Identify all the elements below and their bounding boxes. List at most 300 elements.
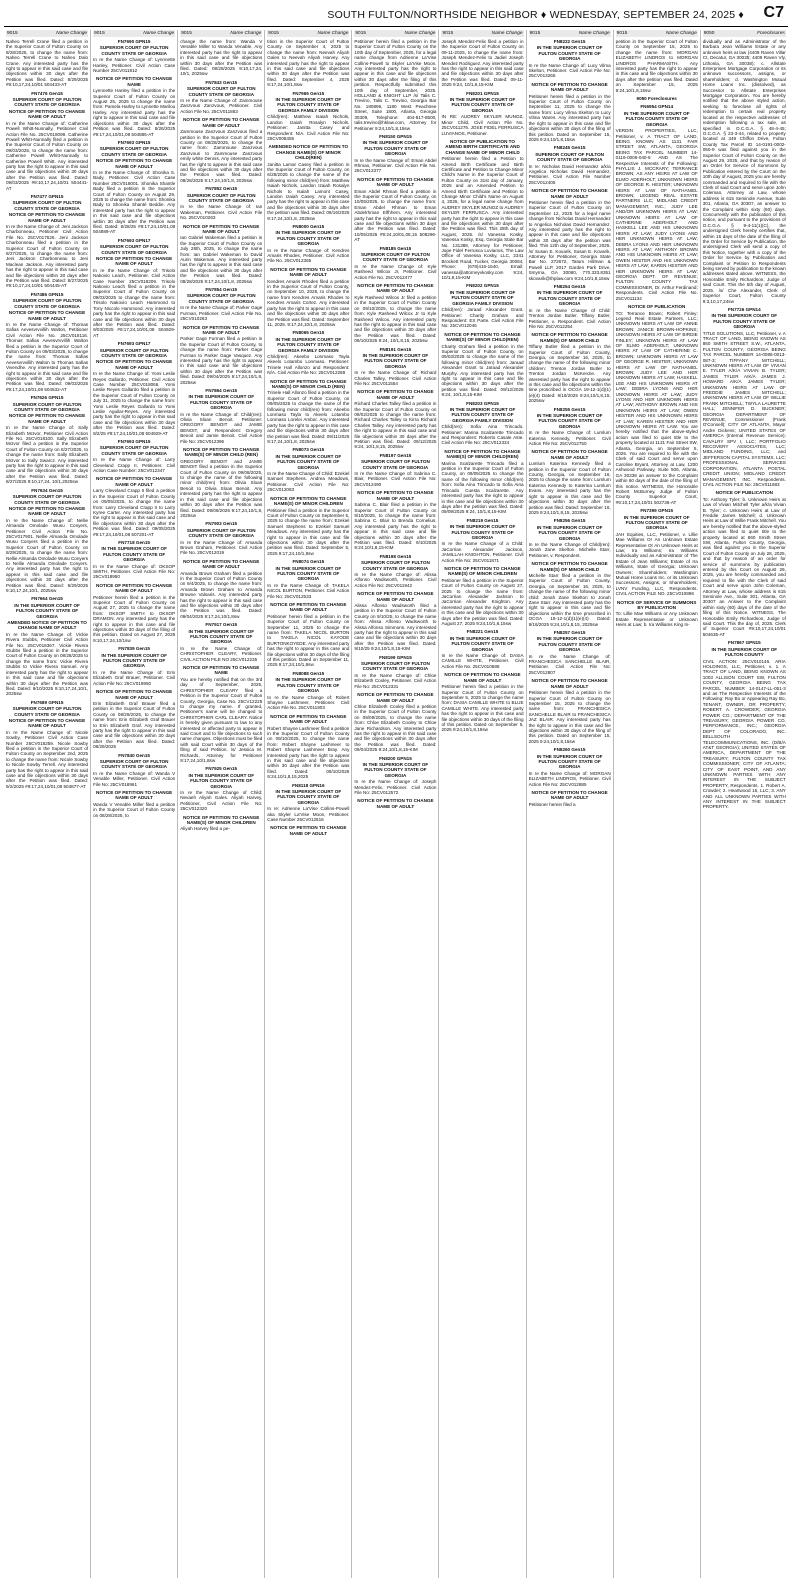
- notice-heading: AMENDED NOTICE OF PETITION TO CHANGE NAME(S) OF MINOR CHILD(REN): [268, 144, 349, 161]
- legal-notice: [529, 39, 611, 79]
- notice-heading: NOTICE OF PETITION TO CHANGE NAME: [96, 76, 173, 87]
- notice-body: Janitta Lamar Casey filed a petition in the Superior Court of Fulton County, on 6/28/2025 to change the name of the following minor child(ren) from: Matthew Isaiah Nichols, Landon Izaiah Rosalyn Nichols to Isaiah Lamont Casey, Landon Izaiah Casey. Any interested party has the right to appear in this case and file objections within 30 days after the petition was filed. Dated: 09/16/2025 9:17,24,10/1,8, 2025sw: [267, 161, 350, 221]
- notice-body: To: Anthony Tyler; b. Unknown Heirs at Law of Vivian Mitchell Tyler a/k/a Vivian B. Tyler; c. Unknown Heirs at Law of Freddie James Mitchell; d. Unknown Heirs at Law of Willie Frank Mitchell. You are hereby notified that the above-styled action was filed to quiet title to the property located at 860 Smith Street SW, Atlanta, Fulton County, Georgia, was filed against you in the Superior Court of Fulton County on July 28, 2025, and that by reason of an order for service of summons by publication entered by this Court on August 29, 2025, you are hereby commanded and required to file with the Clerk of said Court and serve upon John Coleman, Attorney at Law, whose address is 615 Seminole Ave., Suite 301, Atlanta, GA 30307 an Answer to the Complaint within sixty (60) days of the date of the filing of this Notice. WITNESS, The Honorable Emily Richardson, Judge of said Court. This the day of, 2025. Clerk of Superior Court #9:10,17,24,10/01 504635-AT: [702, 496, 786, 637]
- notice-heading: NOTICE OF PETITION TO CHANGE NAME OF ADULT: [8, 717, 86, 729]
- legal-notice: [180, 766, 262, 811]
- notice-code: FN8245 Gen15: [553, 145, 586, 151]
- notice-body: In re the Name Change of: Richard Charles Talley, Petitioner. Civil Action File No: 25CV011554: [354, 370, 437, 386]
- court-name: IN THE SUPERIOR COURT OF FULTON COUNTY STATE OF GEORGIA: [536, 290, 603, 307]
- notice-body: In re the Name Change of Child(ren): Jonah Zane Skelton. Michelle Starr, Petitioner, v. Respondent.: [528, 541, 611, 558]
- court-name: IN THE SUPERIOR COURT OF FULTON COUNTY STATE OF GEORGIA: [275, 789, 342, 805]
- court-name: SUPERIOR COURT OF FULTON COUNTY STATE OF GEORGIA: [12, 298, 82, 309]
- category-number: 9015: [616, 31, 628, 36]
- court-name: SUPERIOR COURT OF FULTON COUNTY STATE OF GEORGIA: [12, 200, 82, 211]
- notice-body: Joseph Mendez-Felix filed a petition in the Superior Court of Fulton County on 09-11-2025, to change the name from: Joseph Mendez-Felix to Jadiel Joseph Mendez Rodriguez. Any interested party has the right to appear in this said case and file objections within 30 days after the Petition was filed. Dated: 09-11-2025 9:24, 10/1,8,15-KIM: [441, 39, 524, 88]
- notice-code: FN7718 Gen15: [118, 539, 150, 545]
- notice-code: FN7867 GPN15: [727, 640, 761, 646]
- legal-notice: [180, 186, 262, 220]
- legal-notice: [529, 332, 611, 403]
- notice-body: Child(ren): Matthew Isaiah Nichols, Landon Izaiah Rosalyn Nichols. Petitioner: Janitta Casey and Respondent: N/A. Civil Action File No: 25CV008455: [267, 114, 350, 141]
- legal-notice: [354, 177, 436, 243]
- notice-heading: NOTICE OF PETITION TO CHANGE NAME OF ADULT: [357, 283, 434, 294]
- court-name: IN THE SUPERIOR COURT OF FULTON COUNTY STATE OF GEORGIA FAMILY DIVISION: [275, 97, 342, 113]
- notice-code: FN8256 Gen15: [553, 518, 586, 524]
- legal-notice: [180, 447, 262, 518]
- legal-notice: [529, 82, 611, 142]
- court-name: SUPERIOR COURT OF FULTON COUNTY STATE OF GEORGIA: [186, 293, 256, 304]
- legal-notice: [93, 439, 175, 473]
- legal-notice: [180, 665, 262, 763]
- column-3: [178, 30, 265, 1578]
- legal-notice: [180, 287, 262, 321]
- column-header: [703, 30, 786, 37]
- notice-body: Sabrina C. Blair filed a petition in the Superior Court of Fulton County on 9/10/2025, to change the name from: Sabrina C. Blair to Brenda Cornelius. Any interested party has the right to appear in this said case and file objections within 30 days after the Petition was filed. Dated: 9/10/2025 9:24,10/1,8,15-KIM: [354, 502, 437, 551]
- court-name: SUPERIOR COURT OF FULTON COUNTY STATE OF GEORGIA: [186, 192, 256, 203]
- legal-notice: [267, 714, 349, 780]
- legal-notice: [267, 267, 349, 327]
- notice-code: FN7664 Gen15: [31, 596, 63, 602]
- legal-notice: [93, 341, 175, 436]
- notice-body: Petitioner filed a petition in the Superior Court of Fulton County on September 5, 2025 to change the name from: Ezekiel Samuel Stephens to Ezekiel Samuel Meadows. Any interested party has the right to appear in this case and file objections within 30 days after the petition was filed. Dated: September 5, 2025 9:17,24,10/1,8sw: [267, 507, 350, 556]
- notice-code: FN7689 GPN15: [30, 699, 64, 705]
- notice-code: FN8257 Gen15: [553, 630, 586, 636]
- notice-body: Petitioner herein filed a petition in the Superior Court of Fulton County on September 11, 2025 to change the name from: Lucy Vilma Skelton to Lucy Vilma Wares. Any interested party has the right to appear in this case and file objections within 30 days of the filing of this petition. Dated on September 15, 2025 9:24,10/1,8,15sw: [528, 93, 611, 142]
- notice-code: FN7925 Gen15: [205, 766, 238, 772]
- notice-body: Erin Elizabeth Graf Brauer filed a petition in the Superior Court of Fulton County on 08/29/2025, to change the name from: Erin Elizabeth Graf Brauer to Erin Elizabeth Graf. Any interested party has the right to appear in this said case and file objections within 30 days after the Petition was filed. Dated: 08/29/2025: [93, 700, 176, 750]
- notice-body: In re the Name Change of Child: Ezekiel Samuel Stephens. Andrea Meadows, Petitioner. Civil Action File No: 25CV012083: [267, 471, 350, 493]
- legal-notice: [441, 39, 523, 88]
- legal-notice: [703, 490, 786, 637]
- notice-body: Richard Charles Talley filed a petition in the Superior Court of Fulton County on 09/02/2025 to change the name from: Richard Charles Talley to Kirra Richard Charles Talley. Any interested party has the right to appear in this said case and file objections within 30 days after the Petition was filed. Dated: 09/12/2025 9:24, 10/1,8,15, 2025sw: [354, 401, 437, 450]
- notice-body: Charity Graham filed a petition in the Superior Court of Fulton County, on 09/03/2025 to change the name of the following minor child(ren) from: Jaraad Alexander Grant to Jaraad Alexander Murphy. Any interested party has the right to appear in this case and file objections within 30 days after the petition was filed. Dated: 09/12/2025 9:24, 10/1,8,15-KIM: [441, 343, 524, 398]
- category-name: Name Change: [404, 31, 436, 36]
- notice-body: In re the Name Change of: Lynnnette Hanley, Petitioner. Civil Action Case Number 25CV011912: [93, 57, 176, 74]
- notice-code: FN8221 Gen15: [466, 629, 499, 635]
- notice-body: In re: Nicholas David Hernandez a/k/a Angelica Nicholas David Hernandez, Petitioner. Civil Action File Number 25CV012405: [528, 163, 611, 185]
- legal-notice: [354, 453, 436, 487]
- column-7: [527, 30, 614, 1578]
- legal-notice: [267, 379, 349, 445]
- legal-notice: [703, 307, 786, 487]
- notice-code: FN7690 GPN15: [117, 39, 151, 44]
- notice-heading: NOTICE OF PUBLICATION TO AMEND BIRTH CERTIFICATE AND CHANGE NAME OF MINOR CHILD: [445, 138, 520, 155]
- notice-body: Petitioner filed a petition in the Superior Court of Fulton County on August 27, 2025 to change the name from: JaCorrian Alexander Jackson to JaCorrian Alexander Knighton. Any interested party has the right to appear in this case and file objections within 30 days after the petition was filed. Dated: August 27, 2025 9:24,10/1,8,15sw: [441, 577, 524, 627]
- legal-notice: [6, 395, 88, 485]
- notice-body: In re the Name Change of: Parker Gage Furman, Petitioner. Civil Action File No. 25CV010263: [180, 305, 263, 322]
- notice-body: In re the Name Change of: Amanda Brown Graham, Petitioner. Civil Action File No. 25CV012019: [180, 539, 263, 556]
- notice-code: FN7903 Gen15: [205, 521, 238, 527]
- legal-notice: [354, 554, 436, 588]
- court-name: SUPERIOR COURT OF FULTON COUNTY STATE OF GEORGIA: [12, 494, 82, 505]
- notice-code: FN8088 Gen15: [292, 670, 325, 676]
- notice-body: In re the Name Change of: Joseph Mendez-Felix, Petitioner. Civil Action File No: 25CV012572: [354, 779, 437, 795]
- court-name: IN THE SUPERIOR COURT OF FULTON COUNTY STATE OF GEORGIA: [536, 753, 603, 770]
- column-8: [614, 30, 701, 1578]
- category-name: Name Change: [230, 31, 262, 36]
- notice-heading: NOTICE OF PETITION TO CHANGE NAME(S) OF MINOR CHILD: [531, 561, 608, 572]
- court-name: IN THE SUPERIOR COURT OF FULTON COUNTY STATE OF GEORGIA: [14, 602, 80, 619]
- legal-notice: [529, 630, 611, 675]
- notice-body: Lynnnette Hanley filed a petition in the Superior Court of Fulton County on August 25, 2025 to change the name from: Pamela Harley to Lynnette Marilou Harley. Any interested party has the right to appear in this said case and file objections within 30 days after the Petition was filed. Dated: 8/26/2025 #9:17,24,10/01,08 504885-AT: [93, 88, 176, 137]
- notice-body: Lumlum Katerina Kennedy filed a petition in the Superior Court of Fulton County, Georgia, on September 16, 2025 to change the name from: Lumlum Katerina Kennedy to Katerina Lumlum Evans. Any interested party has the right to appear in this case and file objections within 30 days after the petition was filed. Dated: September 16, 2025 9:24,10/1,8,15, 2025sw: [528, 461, 611, 515]
- notice-heading: NOTICE OF PETITION TO CHANGE NAME OF ADULT: [8, 212, 86, 223]
- notice-body: In re the Name Change of: Sally Elizabeth McIvor, Petitioner Civil Action File No. 25CV018100. Sally Elizabeth McIvor filed a petition in the Superior Court of Fulton County on 8/27/2025, to change the name from: Sally Elizabeth McIvor to Sally Swarcz. Any interested party has the right to appear in this said case and file objections within 30 days after the Petition was filed. Dated: 8/27/2025 9:10,17,24, 10/1,2025sw: [6, 425, 89, 485]
- legal-notice: [354, 283, 436, 343]
- legal-notice: [354, 134, 436, 174]
- category-number: 9015: [7, 31, 18, 36]
- legal-notice: [180, 622, 262, 662]
- court-name: IN THE SUPERIOR COURT OF FULTON COUNTY STATE OF GEORGIA: [536, 413, 603, 429]
- legal-notice: [441, 139, 523, 281]
- court-name: IN THE SUPERIOR COURT OF FULTON COUNTY STATE OF GEORGIA: [275, 677, 342, 694]
- legal-notice: [354, 389, 436, 449]
- notice-heading: NOTICE OF PETITION TO CHANGE NAME OF ADULT: [270, 713, 347, 725]
- notice-heading: NOTICE OF PETITION TO CHANGE NAME OF ADULT: [96, 359, 173, 370]
- legal-notice: [529, 561, 611, 627]
- legal-notice: [441, 401, 523, 446]
- legal-notice: [703, 640, 786, 810]
- notice-body: In re the Name Change of: Wanda V Venable Miller, Petitioner. Civil Action File No: 25CV018961: [93, 770, 176, 787]
- court-name: IN THE SUPERIOR COURT OF FULTON COUNTY STATE OF GEORGIA: [449, 97, 516, 113]
- category-name: Name Change: [56, 31, 88, 36]
- court-name: IN THE SUPERIOR COURT OF FULTON COUNTY STATE OF GEORGIA: [536, 636, 603, 653]
- column-header: [6, 30, 88, 37]
- notice-body: In re the Name Change of: Jeni Jackson Charbonneau, Petitioner Civil Action File No. 25CV017526. Jeni Jackson Charbonneau filed a petition in the Superior Court of Fulton County on 8/27/2025, to change the name from: Jeni Jackson Charbonneau to Jeni Maclean Jackson. Any interested party has the right to appear in this said case and file objections within 30 days after the Petition was filed. Dated: 8/27/2025 #9:10,17,24,10/01 504445-AT: [6, 224, 89, 289]
- court-name: SUPERIOR COURT OF FULTON COUNTY STATE OF GEORGIA: [99, 347, 169, 358]
- notice-heading: NOTICE OF PETITION TO CHANGE NAME OF ADULT: [8, 108, 86, 120]
- legal-notice: [6, 292, 88, 392]
- court-name: SUPERIOR COURT OF FULTON COUNTY STATE OF GEORGIA: [12, 706, 82, 717]
- notice-heading: NOTICE OF PETITION TO CHANGE NAME OF ADULT: [183, 324, 260, 335]
- notice-body: In re the Name Change of: Trisolo Nakovio Leach, Petitioner. Civil Action Case Number 25CV018209. Trisolo Nakovio Leach filed a petition in the Superior Court of Fulton County on 09/03/2025 to change the name from: Trisolo Nakovio Leach Hammond to Tony Niccolo Hammond. Any interested party has the right to appear in this said case and file objections within 30 days after the Petition was filed. Dated: 9/03/2025 #9:17,24,10/01,08 504929-AT: [93, 267, 176, 338]
- legal-notice: [267, 91, 349, 142]
- legal-notice: [354, 798, 436, 809]
- legal-notice: [441, 566, 523, 626]
- notice-heading: NOTICE OF PETITION TO CHANGE NAME OF ADULT: [357, 389, 434, 400]
- notice-body: In re the Name Change of: Robert Shayne Lashmeer, Petitioner. Civil Action File No. 25CV011903: [267, 694, 350, 711]
- notice-body: In re the Name Change of: FRANCHESICA SANCHELLE BLAIR, Petitioner. Civil Action File No: 25CV012807: [528, 653, 611, 675]
- category-name: Name Change: [143, 31, 175, 36]
- legal-notice: [93, 238, 175, 338]
- court-name: IN THE SUPERIOR COURT OF FULTON COUNTY STATE OF GEORGIA: [188, 772, 255, 789]
- notice-heading: NOTICE OF PETITION TO CHANGE NAME(S) OF MINOR CHILDREN: [270, 495, 347, 507]
- legal-notice: [267, 671, 349, 711]
- court-name: SUPERIOR COURT OF FULTON COUNTY STATE OF GEORGIA: [186, 527, 256, 539]
- notice-heading: NOTICE OF PETITION TO CHANGE NAME OF ADULT: [531, 790, 608, 801]
- legal-notice: [616, 600, 698, 628]
- column-5: [352, 30, 439, 1578]
- notice-heading: NOTICE OF PETITION TO CHANGE NAME OF ADULT: [270, 602, 347, 613]
- notice-body: In re the Name Change of: Sabrina C. Blair, Petitioner. Civil Action File No: 25CV012490: [354, 471, 437, 487]
- notice-heading: NOTICE OF PETITION TO CHANGE NAME OF ADULT: [531, 449, 608, 460]
- notice-body: Parker Gage Furman filed a petition in the Superior Court of Fulton County, to change the name from: Parker Gage Furman to Parker Gage Vasquez. Any interested party has the right to appear in this said case and file objections within 30 days after the Petition was filed. Dated: 09/04/2025 9:17,24,10/1,8, 2025sw: [180, 336, 263, 385]
- notice-body: TO: Terrance Brown; Robert Finley; Legend Real Estate Partners, LLC; UNKNOWN HEIRS AT LAW OF ANNIE BROWN; JANICE BROWN-HOPKINS; UNKNOWN HEIRS AT LAW OF BIRDIE FINLEY; UNKNOWN HEIRS AT LAW OF ELMO ADERHOLT; UNKNOWN HEIRS AT LAW OF CATHERINE C. BROWN; UNKNOWN HEIRS AT LAW OF GEORGE R. HESTER; UNKNOWN HEIRS AT LAW OF NATHANIEL BROWN; JUDY LEE AND HER UNKNOWN HEIRS AT LAW; HASKELL LEE AND HIS UNKNOWN HEIRS AT LAW; DEBRA LYONS AND HER UNKNOWN HEIRS AT LAW; JUDY LYONS AND HER UNKNOWN HEIRS AT LAW; ANTHONY BROWN AND HIS UNKNOWN HEIRS AT LAW; OWEN HESTER AND HIS UNKNOWN HEIRS AT LAW; KAREN HESTER AND HER UNKNOWN HEIRS AT LAW. You are hereby notified that the above-styled action was filed to quiet title to the property located at 1131 Fair Street SW, Atlanta, Georgia, on September 5, 2025. You are required to file with the Clerk of said Court and serve upon Caroline Bryant, Attorney at Law, 1200 Ashwood Parkway, Suite 506, Atlanta, GA 30338 an answer to the Complaint within 60 days of the date of the filing of this notice. WITNESS, the Honorable Robert McBurney, Judge of Fulton County Superior Court, #9:10,17,24,10/01 502736-AT: [615, 310, 698, 505]
- notice-heading: NOTICE OF PETITION TO CHANGE NAME OF ADULT: [96, 582, 173, 594]
- column-6: [439, 30, 526, 1578]
- court-name: SUPERIOR COURT OF FULTON COUNTY STATE OF GEORGIA: [361, 459, 430, 470]
- legal-notice: [180, 80, 262, 114]
- notice-code: FN7843 Gen15: [205, 79, 238, 85]
- notice-code: FN8203 GPN15: [466, 400, 499, 406]
- notice-code: FN8199 GPN15: [379, 654, 412, 660]
- notice-body: Ian Gabriel Wakeman filed a petition in the Superior Court of Fulton County on July 28th, 2025, to change the name from: Ian Gabriel Wakeman to David Aurin Wakeman. Any interested party has the right to appear in this said case and file objections within 30 days after the Petition was filed. Dated: 08/28/2025 9:17,24,10/1,8, 2025sw: [180, 235, 263, 284]
- category-number: 9015: [268, 31, 279, 36]
- notice-body: In re the Name Change of: OKSOP SMITH, Petitioner. Civil Action File No: 25CV018950: [93, 563, 176, 580]
- court-name: IN THE SUPERIOR COURT OF FULTON COUNTY STATE OF GEORGIA: [711, 313, 778, 330]
- legal-notice: [267, 559, 349, 599]
- legal-notice: [529, 747, 611, 787]
- legal-notice: [93, 39, 175, 73]
- court-name: IN THE SUPERIOR COURT OF FULTON COUNTY STATE OF GEORGIA: [449, 524, 516, 540]
- category-name: Name Change: [665, 31, 697, 36]
- notice-body: In re the Name Change of: Lucy Vilma Skelton, Petitioner. Civil Action File No: 25CV013265: [528, 62, 611, 79]
- legal-notice: [354, 655, 436, 689]
- category-name: Name Change: [578, 31, 610, 36]
- notice-heading: NOTICE OF PETITION TO CHANGE NAME OF ADULT: [8, 310, 86, 321]
- notice-code: FN8150 GPN15: [379, 133, 412, 139]
- notice-heading: NOTICE OF PETITION TO CHANGE NAME(S) OF MINOR CHILD (REN): [183, 447, 260, 458]
- legal-notice: [354, 347, 436, 387]
- notice-code: FN8065 Gen15: [292, 330, 325, 336]
- court-name: SUPERIOR COURT OF FULTON COUNTY STATE OF GEORGIA: [12, 97, 82, 108]
- notice-heading: NOTICE OF PETITION TO CHANGE NAME OF ADULT: [444, 672, 521, 683]
- notice-body: Kyle Rasheed Wilcox Jr filed a petition in the Superior Court of Fulton County on 09/10/2025, to change the name from: Kyle Rasheed Wilcox Jr to Kyle Rasheed Wilcox. Any interested party has the right to appear in this said case and file objections within 30 days after the Petition was filed. Dated: 09/10/2025 9:24, 10/1,8,15, 2025sw: [354, 294, 437, 344]
- notice-heading: NOTICE OF PETITION TO CHANGE NAME OF ADULT: [96, 689, 173, 700]
- legal-notice: [441, 518, 523, 563]
- legal-notice: [180, 224, 262, 284]
- page-header: [4, 0, 788, 27]
- column-header: [441, 30, 523, 37]
- notice-code: FN8200 GPN15: [379, 755, 412, 761]
- notice-body: In re the Name Change of: Kendres Amaris Rhodes, Petitioner. Civil Action File No. 25CV012365: [267, 247, 350, 264]
- notice-body: tition in the Superior Court of Fulton County on September 4, 2025 to change the name from: Neevah Aliyah Gales to Neevah Aliyah Harvey. Any interested party has the right to appear in this said case and file objections within 30 days after the Petition was filed. Dated: September 4, 2025 9:17,24,10/1,8sw: [267, 39, 350, 88]
- notice-heading: NOTICE OF PETITION TO CHANGE NAME OF ADULT: [96, 158, 173, 169]
- legal-notice: [6, 488, 88, 594]
- notice-body: Petitioner herein filed a: [528, 801, 576, 807]
- court-name: IN THE SUPERIOR COURT OF FULTON COUNTY STATE OF GEORGIA: [188, 394, 255, 411]
- legal-notice: [180, 325, 262, 385]
- notice-body: Kendres Amaris Rhodes filed a petition in the Superior Court of Fulton County, on September 10, 2025, to change the name from Kendres Amaris Rhodes to Kendres Amaris Cortez. Any interested party has the right to appear in this case and file objections within 30 days after the Petition was filed. Dated: September 11, 2025. 9:17,24,10/1,8, 2025sw: [267, 278, 350, 327]
- notice-code: FN8197 Gen15: [379, 452, 412, 458]
- legal-notice: [93, 140, 175, 235]
- court-name: SUPERIOR COURT OF FULTON COUNTY STATE OF GEORGIA: [361, 252, 430, 263]
- legal-notice: [529, 188, 611, 281]
- legal-notice: [180, 815, 262, 832]
- legal-notice: [354, 756, 436, 796]
- court-name: SUPERIOR COURT OF FULTON COUNTY STATE OF GEORGIA: [99, 146, 169, 157]
- notice-code: FN7693 GPN15: [117, 139, 151, 145]
- notice-heading: NOTICE OF PETITION TO CHANGE NAME OF ADULT: [531, 81, 608, 93]
- legal-notice: [180, 39, 262, 77]
- legal-notice: [180, 117, 262, 183]
- legal-notice: [180, 559, 262, 619]
- court-name: SUPERIOR COURT OF FULTON COUNTY STATE OF GEORGIA: [99, 445, 169, 456]
- notice-code: FN8222 Gen15: [553, 39, 586, 44]
- notice-body: You are hereby notified that on the 3rd day of September, 2025, CHRISTOPHER CLEARY filed a Petition in the Superior Court of Fulton County, Georgia, Case No. 25CV12225 to change my name. If granted, Petitioner's name will be changed to CHRISTOPHER CARL CLEARY. Notice is hereby given pursuant to law to any interested or affected party to appear in said Court and to file objections to such name changes. Objections must be filed with said Court within 30 days of the filing of said Petition. /s/ Jessica M. Richards, Attorney for Petitioner 9:17,24,10/1,8sw: [180, 676, 263, 763]
- notice-body: Petitioner herein filed a petition in the Superior Court of Fulton County on August 27, 2025 to change the name from: OKSOP SMITH to OKSOP DRAMON. Any interested party has the right to appear in this case and file objections within 30 days of the filing of this petition. Dated on August 27, 2025 9:10,17,24,10/1sw: [93, 594, 176, 643]
- legal-notice: [616, 104, 698, 301]
- court-name: IN THE SUPERIOR COURT OF FULTON COUNTY STATE OF GEORGIA: [275, 453, 342, 470]
- notice-body: IN RE: AUDREY SKYLER MUNOZ, Minor Child, Civil Action File No. 25CV011276. JOSE FIDEL FERRUSCA LUVIANOS, Petitioner.: [441, 114, 524, 136]
- column-header: [267, 30, 349, 37]
- notice-body: In re the Name Change of: Nellie Almanda Omolade Wusu Conyers, Petitioner Civil Action File No. 25CV017901. Nellie Almanda Omolade Wusu Conyers filed a petition in the Superior Court of Fulton County on 8/29/2025, to change the name from: Nellie Almanda Omolade Wusu Conyers to Nellie Almanda Omolade Conyers. Any interested party has the right to appear in this said case and file objections within 30 days after the Petition was filed. Dated: 8/29/2025 9:10,17,24,10/1, 2025sw: [6, 517, 89, 593]
- notice-code: FN7852 Gen15: [205, 186, 238, 192]
- notice-heading: NOTICE OF PETITION TO CHANGE NAME OF ADULT: [96, 476, 173, 487]
- notice-body: Trinele Hall Allonzo filed a petition in the Superior Court of Fulton County, on 09/05/2025 to change the name of the following minor child(ren) from: Akeebo Lonmaso Tayla to Akeelo Lotambo Lonmaso Lorelei Ambor. Any interested party has the right to appear in this case and file objections within 30 days after the petition was filed. Dated: 09/11/2025 9:17,24,10/1,8, 2025sw: [267, 390, 350, 445]
- notice-heading: NOTICE OF PETITION TO CHANGE NAME(S) OF MINOR CHILD(REN): [444, 331, 521, 343]
- notice-body: In re the Name Change of: Nicole Sowby, Petitioner Civil Action Case Number 25CV018259. Nicole Sowby filed a petition in the Superior Court of Fulton County on September 2nd, 2025 to change the name from: Nicole Sowby to Nicole Sowby Terrell. Any interested party has the right to appear in this said case and file objections within 30 days after the Petition was filed. Dated: 9/2/2025 #9:17,24,10/01,08 504877-AT: [6, 729, 89, 789]
- court-name: IN THE SUPERIOR COURT OF FULTON COUNTY STATE OF GEORGIA: [101, 652, 167, 669]
- legal-notice: [93, 790, 175, 818]
- court-name: IN THE SUPERIOR COURT OF FULTON COUNTY STATE OF GEORGIA: [362, 352, 429, 369]
- notice-body: change the name from: Wanda V Venable Miller to Wanda Venable. Any interested party has the right to appear in this said case and file objections within 30 days after the Petition was filed. Dated: 08/28/2025 9:10,17,24, 10/1, 2025sw: [180, 39, 263, 77]
- notice-heading: NOTICE OF PETITION TO CHANGE NAME OF ADULT: [531, 678, 608, 689]
- page-number: C7: [763, 4, 784, 21]
- notice-code: FN7726 GPN14: [727, 306, 761, 312]
- legal-notice: [6, 596, 88, 696]
- notice-heading: NOTICE OF PETITION TO CHANGE NAME OF ADULT: [357, 692, 434, 703]
- notice-body: In re the Name Change of: Erin Elizabeth Graf Brauer, Petitioner. Civil Action File No: 25CV018950: [93, 669, 176, 686]
- legal-notice: [267, 602, 349, 668]
- notice-code: FN7477 GPN15: [30, 193, 64, 199]
- court-name: SUPERIOR COURT OF FULTON COUNTY STATE OF GEORGIA: [99, 244, 169, 255]
- court-name: IN THE SUPERIOR COURT OF FULTON COUNTY STATE OF GEORGIA: [536, 45, 603, 62]
- legal-notice: [529, 790, 611, 807]
- legal-notice: [354, 39, 436, 131]
- notice-heading: NOTICE OF SERVICE OF SUMMONS BY PUBLICATION: [617, 599, 697, 611]
- notice-code: FN7634 Gen15: [31, 487, 63, 493]
- notice-code: FN8191 Gen15: [379, 346, 412, 352]
- notice-body: In re the Name Change of: DASIA CAMILLE WHITE, Petitioner. Civil Action File No. 25CV010688: [441, 653, 524, 669]
- notice-body: To: Lillie Mae Williams or Any Unknown Estate Representative or Unknown Heirs at Law; b. Ira Williams King In-: [615, 611, 698, 628]
- notice-code: FN8260 Gen15: [553, 747, 586, 753]
- court-name: SUPERIOR COURT OF FULTON COUNTY STATE OF GEORGIA: [12, 401, 82, 412]
- notice-body: Zammouse Zanzvous Zanzvous filed a petition in the Superior Court of Fulton County on 08/28/2025, to change the name from: Zammouse Zanzvous Zanzvous to Zammouse Zanzvous emily white Dennis. Any interested party has the right to appear in this said case and file objections within 30 days after the Petition was filed. Dated: 08/28/2025 9:17,24,10/1,8, 2025sw: [180, 129, 263, 183]
- notice-code: FN7917 Gen15: [205, 622, 238, 628]
- court-name: IN THE SUPERIOR COURT OF FULTON COUNTY STATE OF GEORGIA: [623, 110, 690, 127]
- notice-body: Robert Shayne Lashmeer filed a petition in the Superior Court of Fulton County on 09/10/2025, to change the name from: Robert Shayne Lashmeer to Robert Shayne Lashmeer Bray. Any interested party has the right to appear in this said case and file objections within 30 days after the Petition was filed. Dated: 09/10/2025 9:24,10/1,8,15,2025: [267, 725, 350, 780]
- legal-notice: [93, 753, 175, 787]
- notice-body: Petitioner herein filed a petition in the Superior Court of Fulton County on the 10th day of September, 2025, for a legal name change from Adrienne La'Vise Collins-Powell to Skyler La'Vise Moon. Any interested party has the right to appear in this case and file objections within 30 days after the filing of this petition. Respectfully submitted this 10th day of September, 2025. HOLLAND & KNIGHT LLP /s/ Talis C. Trevino, Talis C. Trevino, Georgia Bar No. 180896, 1180 West Peachtree Street, Suite 1800, Atlanta, Georgia 30309, Telephone: 404-817-8500, talis.trevino@hklaw.com, Attorney for Petitioner 9:24,10/1,8,15sw: [354, 39, 437, 131]
- court-name: SUPERIOR COURT OF FULTON COUNTY STATE OF GEORGIA: [186, 86, 256, 97]
- legal-notice: [267, 783, 349, 823]
- notice-body: In re the Name Change of: Thomas Safias Aevesvrvvillih Walton, Petitioner Civil Action File No. 25CV018116. Thomas Safias Aevesvrvvillih Walton filed a petition in the Superior Court of Fulton County on 09/03/2025, to change the name from: Thomas Safias Aevesvrvvillih Walton to Thomas Safias Vivendhe. Any interested party has the right to appear in this said case and file objections within 30 days after the Petition was filed. Dated: 09/03/2025 #9:17,24,10/01,08 504532-AT: [6, 321, 89, 392]
- court-name: IN THE SUPERIOR COURT OF FULTON COUNTY STATE OF GEORGIA: [188, 628, 255, 645]
- notice-body: In re the Name Change of a Child: JaCorrian Alexander Jackson, JAMILLAH KNIGHTON, Petitioner. Civil Action File No: 25CV011871: [441, 541, 524, 563]
- legal-notice: [93, 476, 175, 536]
- category-name: Name Change: [317, 31, 349, 36]
- notice-heading: NOTICE OF PETITION TO CHANGE NAME OF ADULT: [183, 558, 260, 570]
- court-name: IN THE SUPERIOR COURT OF FULTON COUNTY STATE OF GEORGIA FAMILY DIVISION: [275, 336, 342, 353]
- legal-notice: [616, 304, 698, 505]
- notice-code: FN8201 GPN15: [466, 90, 499, 96]
- court-name: IN THE SUPERIOR COURT OF FULTON COUNTY STATE OF GEORGIA: [449, 635, 516, 652]
- notice-heading: NOTICE OF PETITION TO CHANGE NAME OF ADULT: [357, 798, 434, 809]
- legal-notice: [354, 692, 436, 752]
- notice-body: Petitioner herein filed a Petition to Amend Birth Certificate and Birth Certificate and Petition to Change Minor Child's Name in the Superior Court of Fulton County on 31st day of January, 2025 and an Amended Petition to Amend Birth Certificate and Petition to Change Minor Child's Name on August 4, 2025, for a legal name change from AUDREY SKYLER MUNOZ to AUDREY SKYLER FERRUSCA. Any interested party has the right to appear in this case and file objections within 30 days after the Petition was filed. This 28th day of August, 2025. /s/ Vanessa Kosky, Vanessa Kosky, Esq. Georgia State Bar No. 131388, Attorney for Petitioner, Jope Fidel Ferrusca Luvianos, The Law Office of Vanessa Kosky, LLC, 2341 Brockett Road, Tucker, Georgia 30084, Phone: (678)416-1540, Email: vanessa@attorneyvkosky.com 9:24, 10/1,8,15-KIM: [441, 156, 524, 281]
- notice-code: FN8185 Gen15: [379, 245, 412, 251]
- notice-body: In re the Name Change of: Ian Wakeman, Petitioner. Civil Action File No. 25CV010263: [180, 204, 263, 221]
- notice-body: dividually and as Administrator of the Barbara Jean Williams Estate or any unknown heirs at law (4409 Raven Villar Ct, Decatur, GA 30035; 4409 Raven Vly, Lithonia, GA 30038); c. Allstate Enterprises Mortgage Corporation or its unknown successors, assigns, or shareholders; d. Washington Mutual Home Loans Inc. (dissolved), as Successor to Allstate Enterprises Mortgage Corporation. You are hereby notified that the above styled action, seeking to foreclose all rights of redemption to certain real property located at the respective addresses of redemption following a tax sale, as specified in O.C.G.A. § 48-4-45; O.C.G.A. § 23-3-44, related to property located at 349 Chiffon Drive, Fulton County Tax Parcel ID 14-0191-0002-050-9 was filed against you in the Superior Court of Fulton County on the August 29, 2025, and that by reason of an Order for Service of Summons by Publication entered by the Court on the 10th day of August, 2025 you are hereby commanded and required to file with the Clerk of said Court and serve upon John Coleman, Attorney at Law, whose address is 615 Seminole Avenue, Suite 301, Atlanta, GA 30307, an answer to the Complaint within sixty (60) days. Concurrently with the publication of this notice, and pursuant to the provisions of O.C.G.A. § 9-4-11(1)(C), the undersigned Clerk hereby certifies that, within 15 days of the date of the filing of the Order for Service by Publication, the undersigned Clerk will send a copy of this Notice, together with a copy of the Order for Service by Publication and Complaint or Petition to Respondents being served by publication to the known addresses stated above. WITNESS, the Honorable Emily Richardson, Judge of said Court. This the 5th day of August, 2025. /s/ Che Alexander, Clerk of Superior Court, Fulton County 9:3,10,17,24sw: [702, 39, 786, 304]
- notice-body: CIVIL ACTION: 25CV010146. ARIA HOLDINGS, LLC, Petitioner, v. 1. A TRACT OF LAND, BEING KNOWN AS 1003 ALLISON COURT SW, FULTON COUNTY, GEORGIA BEING TAX PARCEL NUMBER 14-0147-LL-051-3 and as The Respective Interests of the Following: Ray Bo or Appearing Ray Bo, TENANT, OWNER, OR PROPERTY; ROBERT A. CROWDER; GEORGIA POWER CO.; DEPARTMENT OF THE TREASURY; GEORGIA POWER CO. PERFORMANCE, INC.; GEORGIA DEPT OF COLORADO, INC. BELLSOUTH TELECOMMUNICATIONS, INC. (D/B/A AT&T GEORGIA); UNITED STATES OF AMERICA, DEPARTMENT OF THE TREASURY; FULTON COUNTY TAX COMMISSIONER; CITY OF ATLANTA; CITY OF EAST POINT, AND ANY UNKNOWN PARTIES WITH ANY INTEREST IN THE SUBJECT PROPERTY, Respondents. 1. Robert A. Crowder; 2. Heartwood 15, LLC; 3. ANY AND ALL UNKNOWN PARTIES WITH ANY INTEREST IN THE SUBJECT PROPERTY.: [702, 658, 786, 810]
- notice-body: In re the Name Change of: Kyle Rasheed Wilcox Jr, Petitioner. Civil Action File No. 25CV012477: [354, 263, 437, 280]
- legal-notice: [93, 540, 175, 580]
- notice-code: FN7864 Gen15: [205, 387, 238, 393]
- notice-heading: NOTICE OF PETITION TO CHANGE NAME(S) OF MINOR CHILD (REN): [270, 378, 347, 389]
- notice-heading: 9050 Foreclosures: [636, 96, 677, 102]
- notice-heading: NOTICE OF PETITION TO CHANGE NAME OF ADULT: [270, 266, 347, 278]
- legal-notice: [529, 407, 611, 447]
- legal-notice: [267, 330, 349, 375]
- court-name: SUPERIOR COURT OF FULTON COUNTY STATE OF GEORGIA: [361, 661, 430, 672]
- notice-code: FN8198 Gen15: [379, 553, 412, 559]
- court-name: IN THE SUPERIOR COURT OF FULTON COUNTY STATE OF GEORGIA FAMILY DIVISION: [449, 289, 516, 306]
- column-4: [265, 30, 352, 1578]
- court-name: IN THE SUPERIOR COURT OF FULTON COUNTY STATE OF GEORGIA FAMILY DIVISION: [449, 407, 516, 423]
- column-header: [354, 30, 436, 37]
- legal-notice: [703, 39, 786, 304]
- notice-code: FN7399 GPN15: [640, 508, 674, 514]
- category-number: 9050: [703, 31, 715, 36]
- header-title: SOUTH FULTON/NORTHSIDE NEIGHBOR ♦ WEDNESDAY, SEPTEMBER 24, 2025 ♦: [327, 9, 744, 21]
- legal-notice: [529, 449, 611, 515]
- category-number: 9015: [355, 31, 367, 36]
- notice-body: In re the Name Change of: Vickie Rivera Stubbs, Petitioner Civil Action File No. 25CV018367. Vickie Rivera Stubbs filed a petition in the Superior Court of Fulton County on 08/28/2025 to change the name from: Vickie Rivera Stubbs to Vickie Rivera Samuel. Any interested party has the right to appear in this said case and file objections within 30 days after the Petition was filed. Dated: 9/10/2025 9:10,17,24,10/1, 2025sw: [6, 631, 89, 697]
- notice-heading: NOTICE OF PUBLICATION: [715, 490, 773, 496]
- legal-notice: [354, 490, 436, 550]
- legal-notice: [267, 825, 349, 836]
- notice-code: FN6954 GPN14: [640, 104, 674, 110]
- court-name: IN THE SUPERIOR COURT OF FULTON COUNTY STATE OF GEORGIA: [275, 230, 342, 247]
- notice-body: In re the Name Change of Child: Nevaeh Aliyah Gales. Aliyah Harvey, Petitioner, Civil Action File No: 25CV012320: [180, 790, 263, 812]
- notice-heading: NOTICE OF PETITION TO CHANGE NAME(S) OF MINOR CHILD: [531, 332, 608, 343]
- notice-body: Aliyah Harvey filed a pe-: [180, 826, 230, 832]
- notice-body: Naheo Terrell Crane filed a petition in the Superior Court of Fulton County on 8/28/2025, to change the name from: Naheo Terrell Crane to Naheo Dalo Crane. Any interested party has the right to appear in this said case and file objections within 30 days after the Petition was filed. Dated: 8/29/2025 #9:10,17,24,10/01 504433-AT: [6, 39, 89, 88]
- notice-heading: NOTICE OF PUBLICATION: [628, 304, 686, 310]
- legal-notice: [267, 144, 349, 221]
- notice-heading: NOTICE OF PETITION TO CHANGE NAME OF ADULT: [357, 176, 434, 188]
- notice-code: FN8074 Gen15: [292, 559, 325, 565]
- column-1: [4, 30, 91, 1578]
- court-name: IN THE SUPERIOR COURT OF FULTON COUNTY STATE OF GEORGIA: [623, 514, 690, 531]
- legal-notice: [93, 76, 175, 136]
- legal-notice: [267, 224, 349, 264]
- notice-body: In re the Name Change of: Alissa Alfonso Wadsworth, Petitioner. Civil Action File No: 25CV011942: [354, 571, 437, 588]
- column-header: [93, 30, 175, 37]
- notice-code: FN7965 Gen15: [292, 90, 325, 96]
- legal-notice: [529, 678, 611, 744]
- notice-code: FN7854 Gen15: [205, 287, 238, 293]
- legal-notice: [616, 96, 698, 101]
- notice-body: Petitioner herein filed a petition in the Superior Court of Fulton County on September 11, 2025 to change the name from: TAKELA NICOL BURTON to TAKELA NICOL KAYODE BURTONKOYEDE. Any interested party has the right to appear in this case and file objections within 30 days of the filing of this petition. Dated on September 11, 2025 9:17,24,10/1,8sw: [267, 613, 350, 668]
- legal-notice: [529, 284, 611, 329]
- notice-body: TITLE SOLUTIONS, LLC, Petitioner, v. A TRACT OF LAND, BEING KNOWN AS 860 SMITH STREET S.W., ATLANTA, FULTON COUNTY, GEORGIA BEING TAX PARCEL NUMBER 14-0086-0013-087-3; TIFFANY MITCHELL; UNKNOWN HEIRS AT LAW OF VIVIAN E. TYLER A/K/A VIVIAN B. TYLER; JAMES TYLER A/K/A JAMES J. HOWARD A/K/A JAMES TYLER; UNKNOWN HEIRS AT LAW OF FREDDIE JAMES MITCHELL; UNKNOWN HEIRS AT LAW OF WILLIE FRANK MITCHELL; TWYLA LAURETTE HALL; JENNIFER D. BUCKNER; GEORGIA DEPARTMENT OF REVENUE, Commissioner (Frank O'Connell); CITY OF ATLANTA, Mayor Andre Dickens; UNITED STATES OF AMERICA (Internal Revenue Service); CAVALRY SPV I, LLC; PORTFOLIO RECOVERY ASSOCIATES, LLC; MIDLAND FUNDING, LLC; and JEFFERSON CAPITAL SYSTEMS, LLC; PROFESSIONAL SERVICES CORPORATION, ATLANTA POSTAL CREDIT UNION; MIDLAND CREDIT MANAGEMENT, INC. Respondents. CIVIL ACTION FILE No: 25CV011683: [702, 330, 786, 487]
- notice-code: FN7693 GPN17: [117, 237, 151, 243]
- legal-notice: [6, 194, 88, 289]
- notice-body: Petitioner herein filed a petition in the Superior Court of Fulton County on September 5, 2025 to change the name from: DASIA CAMILLE WHITE to BLUE CAMILLE WHITE. Any interested party has the right to appear in this case and file objections within 30 days of the filing of this petition. Dated on September 5, 2025 9:24,10/1,8,15sw: [441, 684, 524, 733]
- notice-heading: AMENDED NOTICE OF PETITION TO CHANGE NAME OF ADULT: [7, 620, 87, 631]
- notice-body: In re the Name Change of: TAKELA NICOL BURTON, Petitioner. Civil Action File No: 25CV012533: [267, 582, 350, 599]
- notice-body: In re the Name Change of: Chloe Elizabeth Cooley, Petitioner. Civil Action File No: 25CV012331: [354, 672, 437, 689]
- notice-body: Eman Abdel Rhman filed a petition in the Superior Court of Fulton County, on 10/05/2025, to change the name from: Eman Abdel Rhman to Eman Abdelrhman Elfhhem. Any interested party has the right to appear in this said case and file objections within 30 days after the Petition was filed. Dated: 10/05/2025 #9:24,10/01,08,15 508296-AT: [354, 188, 437, 243]
- notice-code: FN7486 GPN15: [30, 291, 64, 297]
- court-name: IN THE SUPERIOR COURT OF FULTON COUNTY: [711, 646, 778, 658]
- notice-code: FN8255 Gen15: [553, 406, 586, 412]
- notice-heading: NOTICE OF PETITION TO CHANGE NAME OF ADULT: [357, 490, 434, 501]
- column-header: [180, 30, 262, 37]
- notice-code: FN7840 Gen15: [118, 752, 150, 758]
- notice-body: Tiffany Butler filed a petition in the Superior Court of Fulton County, Georgia, on September 16, 2025, to change the name of the following minor children: Trenton Jordan Butler to Trenton Jordan McKenzie. Any interested party has the right to appear in this case and file objections within the time proscribed in OCGA 19-12-1(d)(1)(e)(4) Dated: 9/16/2025 9:24,10/1,8,15, 2025sw: [528, 344, 611, 404]
